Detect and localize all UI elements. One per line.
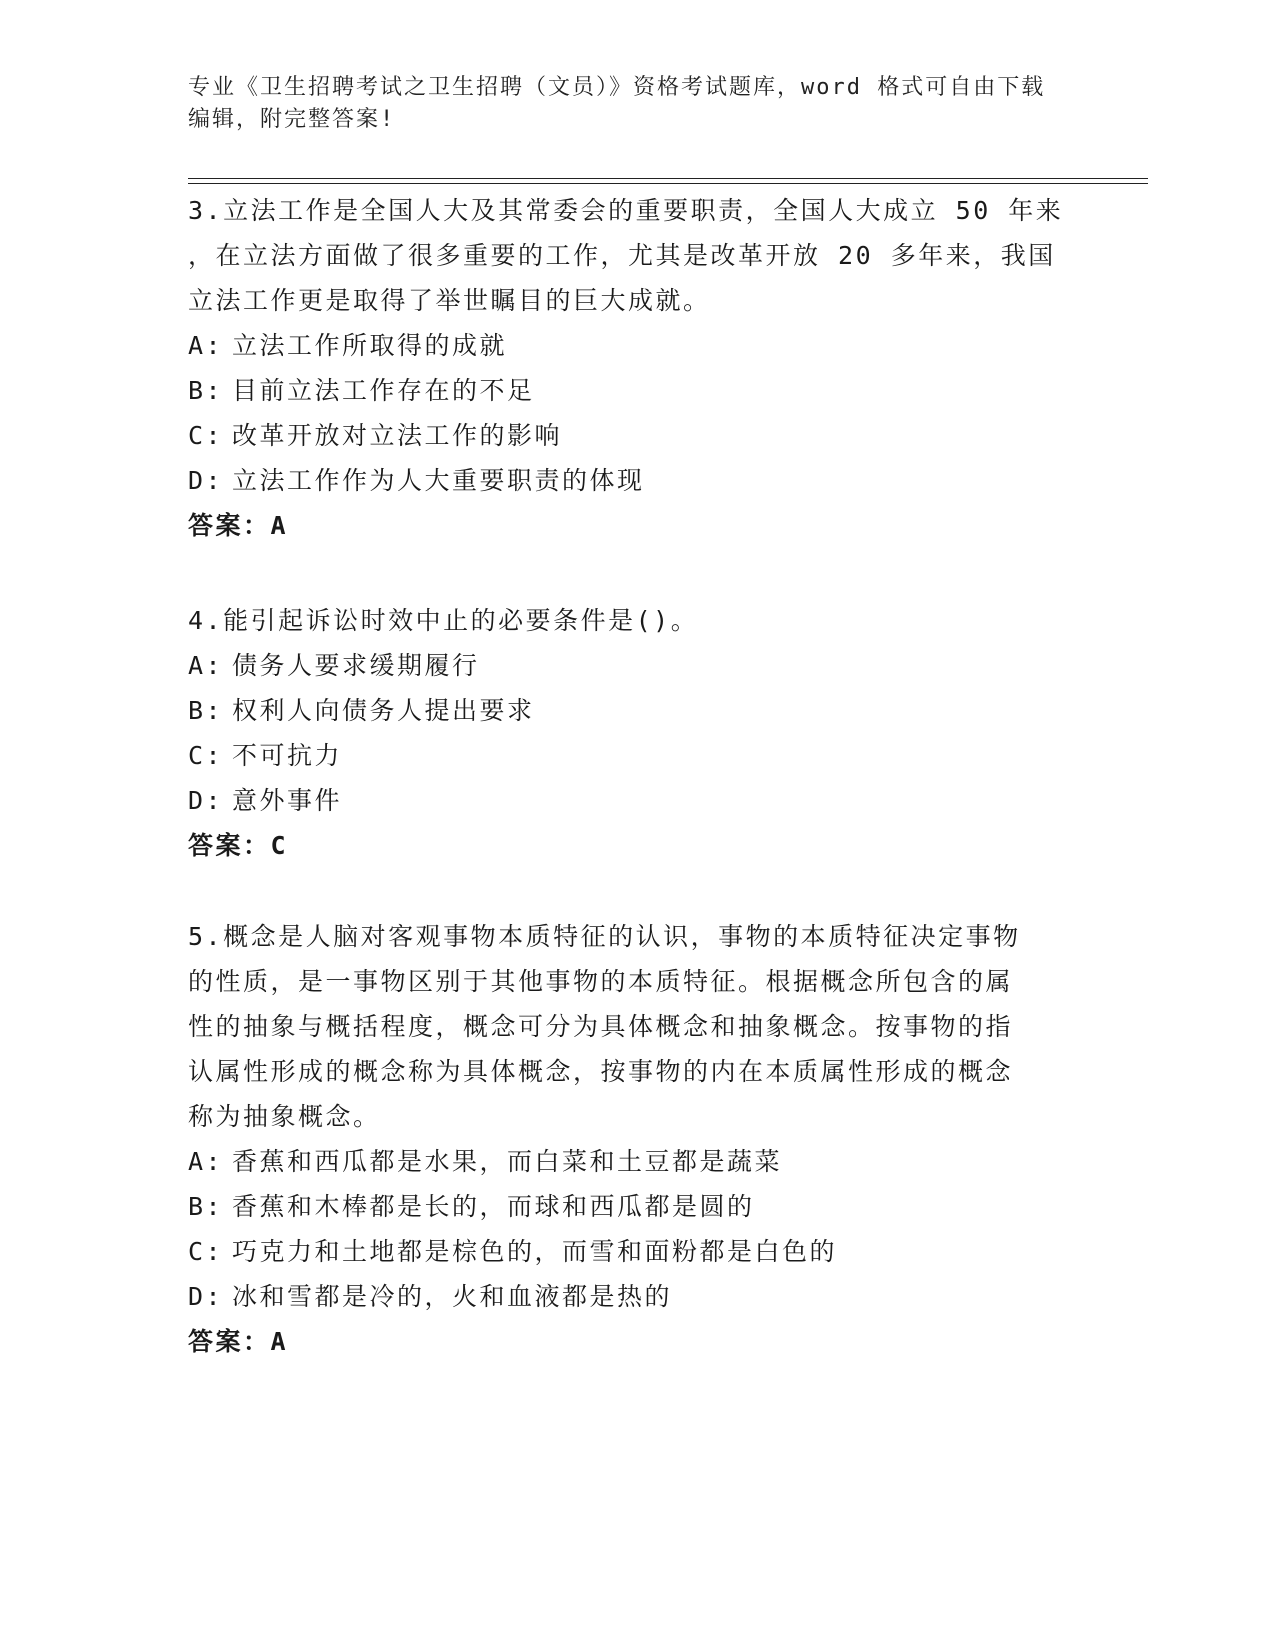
option-b xyxy=(188,688,1088,733)
option-text: 权利人向债务人提出要求 xyxy=(232,696,535,725)
option-letter: A: xyxy=(188,1147,224,1176)
question-stem xyxy=(188,914,1088,1139)
option-c xyxy=(188,733,1088,778)
stem-line: 3.立法工作是全国人大及其常委会的重要职责，全国人大成立 50 年来 xyxy=(188,196,1064,225)
option-list xyxy=(188,323,1088,503)
option-list xyxy=(188,643,1088,823)
option-text: 立法工作作为人大重要职责的体现 xyxy=(232,466,645,495)
option-a xyxy=(188,1139,1088,1184)
option-letter: C: xyxy=(188,421,224,450)
option-d xyxy=(188,458,1088,503)
option-b xyxy=(188,368,1088,413)
option-text: 意外事件 xyxy=(232,786,343,815)
option-text: 冰和雪都是冷的，火和血液都是热的 xyxy=(232,1282,673,1311)
option-text: 巧克力和土地都是棕色的，而雪和面粉都是白色的 xyxy=(232,1237,838,1266)
option-letter: A: xyxy=(188,331,224,360)
stem-line: 立法工作更是取得了举世瞩目的巨大成就。 xyxy=(188,286,711,315)
option-letter: C: xyxy=(188,741,224,770)
question-4 xyxy=(188,598,1088,868)
option-text: 立法工作所取得的成就 xyxy=(232,331,508,360)
option-letter: D: xyxy=(188,466,224,495)
stem-line: 的性质，是一事物区别于其他事物的本质特征。根据概念所包含的属 xyxy=(188,967,1014,996)
option-text: 债务人要求缓期履行 xyxy=(232,651,480,680)
option-list xyxy=(188,1139,1088,1319)
option-c xyxy=(188,1229,1088,1274)
answer-line: 答案：A xyxy=(188,511,289,540)
question-5 xyxy=(188,914,1088,1364)
header-line-2: 编辑，附完整答案! xyxy=(188,107,396,132)
question-stem xyxy=(188,598,1088,643)
option-letter: C: xyxy=(188,1237,224,1266)
option-d xyxy=(188,778,1088,823)
option-d xyxy=(188,1274,1088,1319)
document-header xyxy=(188,72,1068,136)
option-text: 不可抗力 xyxy=(232,741,343,770)
option-text: 目前立法工作存在的不足 xyxy=(232,376,535,405)
option-letter: A: xyxy=(188,651,224,680)
stem-line: 称为抽象概念。 xyxy=(188,1102,381,1131)
header-double-rule xyxy=(188,178,1148,184)
option-text: 改革开放对立法工作的影响 xyxy=(232,421,563,450)
option-letter: B: xyxy=(188,376,224,405)
option-a xyxy=(188,643,1088,688)
answer-line: 答案：C xyxy=(188,831,289,860)
option-letter: D: xyxy=(188,786,224,815)
option-text: 香蕉和西瓜都是水果，而白菜和土豆都是蔬菜 xyxy=(232,1147,783,1176)
stem-line: 5.概念是人脑对客观事物本质特征的认识，事物的本质特征决定事物 xyxy=(188,922,1021,951)
header-line-1: 专业《卫生招聘考试之卫生招聘（文员）》资格考试题库，word 格式可自由下载 xyxy=(188,75,1046,100)
option-letter: B: xyxy=(188,1192,224,1221)
option-letter: D: xyxy=(188,1282,224,1311)
option-letter: B: xyxy=(188,696,224,725)
stem-line: ，在立法方面做了很多重要的工作，尤其是改革开放 20 多年来，我国 xyxy=(188,241,1056,270)
stem-line: 性的抽象与概括程度，概念可分为具体概念和抽象概念。按事物的指 xyxy=(188,1012,1014,1041)
question-stem xyxy=(188,188,1088,323)
answer-line: 答案：A xyxy=(188,1327,289,1356)
option-b xyxy=(188,1184,1088,1229)
option-a xyxy=(188,323,1088,368)
option-c xyxy=(188,413,1088,458)
stem-line: 认属性形成的概念称为具体概念，按事物的内在本质属性形成的概念 xyxy=(188,1057,1014,1086)
stem-line: 4.能引起诉讼时效中止的必要条件是()。 xyxy=(188,606,699,635)
option-text: 香蕉和木棒都是长的，而球和西瓜都是圆的 xyxy=(232,1192,755,1221)
question-3 xyxy=(188,188,1088,548)
